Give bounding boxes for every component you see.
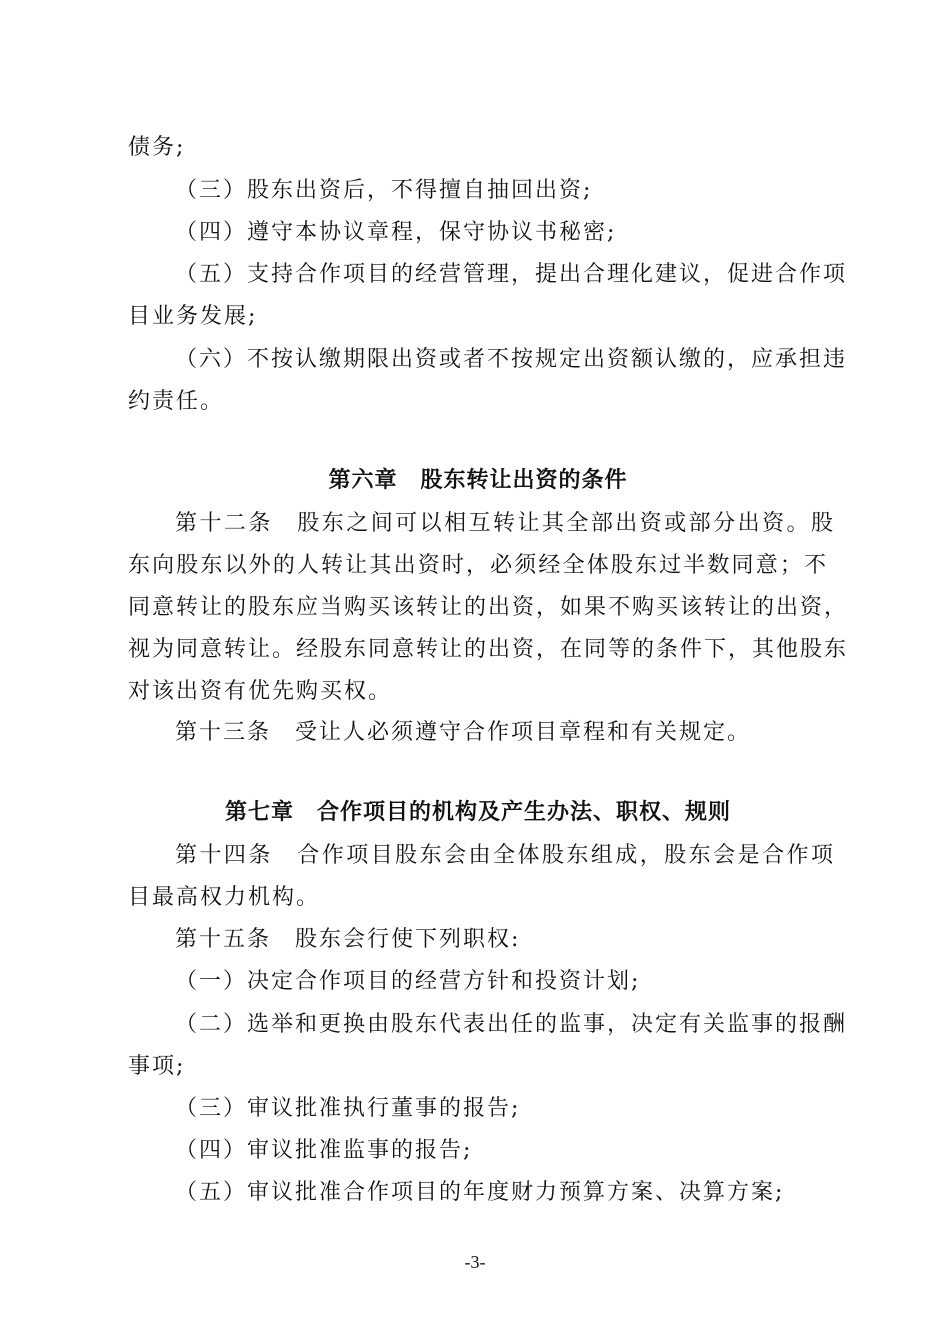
article-12-line: 对该出资有优先购买权。 <box>128 679 393 704</box>
list-item: （五）审议批准合作项目的年度财力预算方案、决算方案; <box>175 1180 785 1205</box>
article-13: 第十三条 受让人必须遵守合作项目章程和有关规定。 <box>175 720 752 745</box>
paragraph-line: 目业务发展; <box>128 304 258 329</box>
page-number: -3- <box>464 1252 486 1272</box>
list-item: （四）遵守本协议章程，保守协议书秘密; <box>175 220 617 245</box>
paragraph-line: 约责任。 <box>128 389 225 414</box>
chapter-6-heading: 第六章 股东转让出资的条件 <box>328 468 628 493</box>
list-item: （三）审议批准执行董事的报告; <box>175 1096 521 1121</box>
article-12-line: 同意转让的股东应当购买该转让的出资，如果不购买该转让的出资， <box>128 595 849 620</box>
article-15: 第十五条 股东会行使下列职权: <box>175 927 521 952</box>
chapter-7-heading: 第七章 合作项目的机构及产生办法、职权、规则 <box>224 800 731 825</box>
list-item: （六）不按认缴期限出资或者不按规定出资额认缴的，应承担违 <box>175 347 848 372</box>
list-item: （四）审议批准监事的报告; <box>175 1138 473 1163</box>
article-12-line: 视为同意转让。经股东同意转让的出资，在同等的条件下，其他股东 <box>128 637 849 662</box>
paragraph-line: 债务; <box>128 135 186 160</box>
list-item: （二）选举和更换由股东代表出任的监事，决定有关监事的报酬 <box>175 1012 848 1037</box>
list-item: （三）股东出资后，不得擅自抽回出资; <box>175 178 593 203</box>
article-12-line: 东向股东以外的人转让其出资时，必须经全体股东过半数同意；不 <box>128 553 828 578</box>
article-12-line: 第十二条 股东之间可以相互转让其全部出资或部分出资。股 <box>175 511 835 536</box>
list-item: （五）支持合作项目的经营管理，提出合理化建议，促进合作项 <box>175 262 848 287</box>
article-14-line: 目最高权力机构。 <box>128 885 321 910</box>
paragraph-line: 事项; <box>128 1054 186 1079</box>
article-14-line: 第十四条 合作项目股东会由全体股东组成，股东会是合作项 <box>175 843 835 868</box>
list-item: （一）决定合作项目的经营方针和投资计划; <box>175 969 641 994</box>
